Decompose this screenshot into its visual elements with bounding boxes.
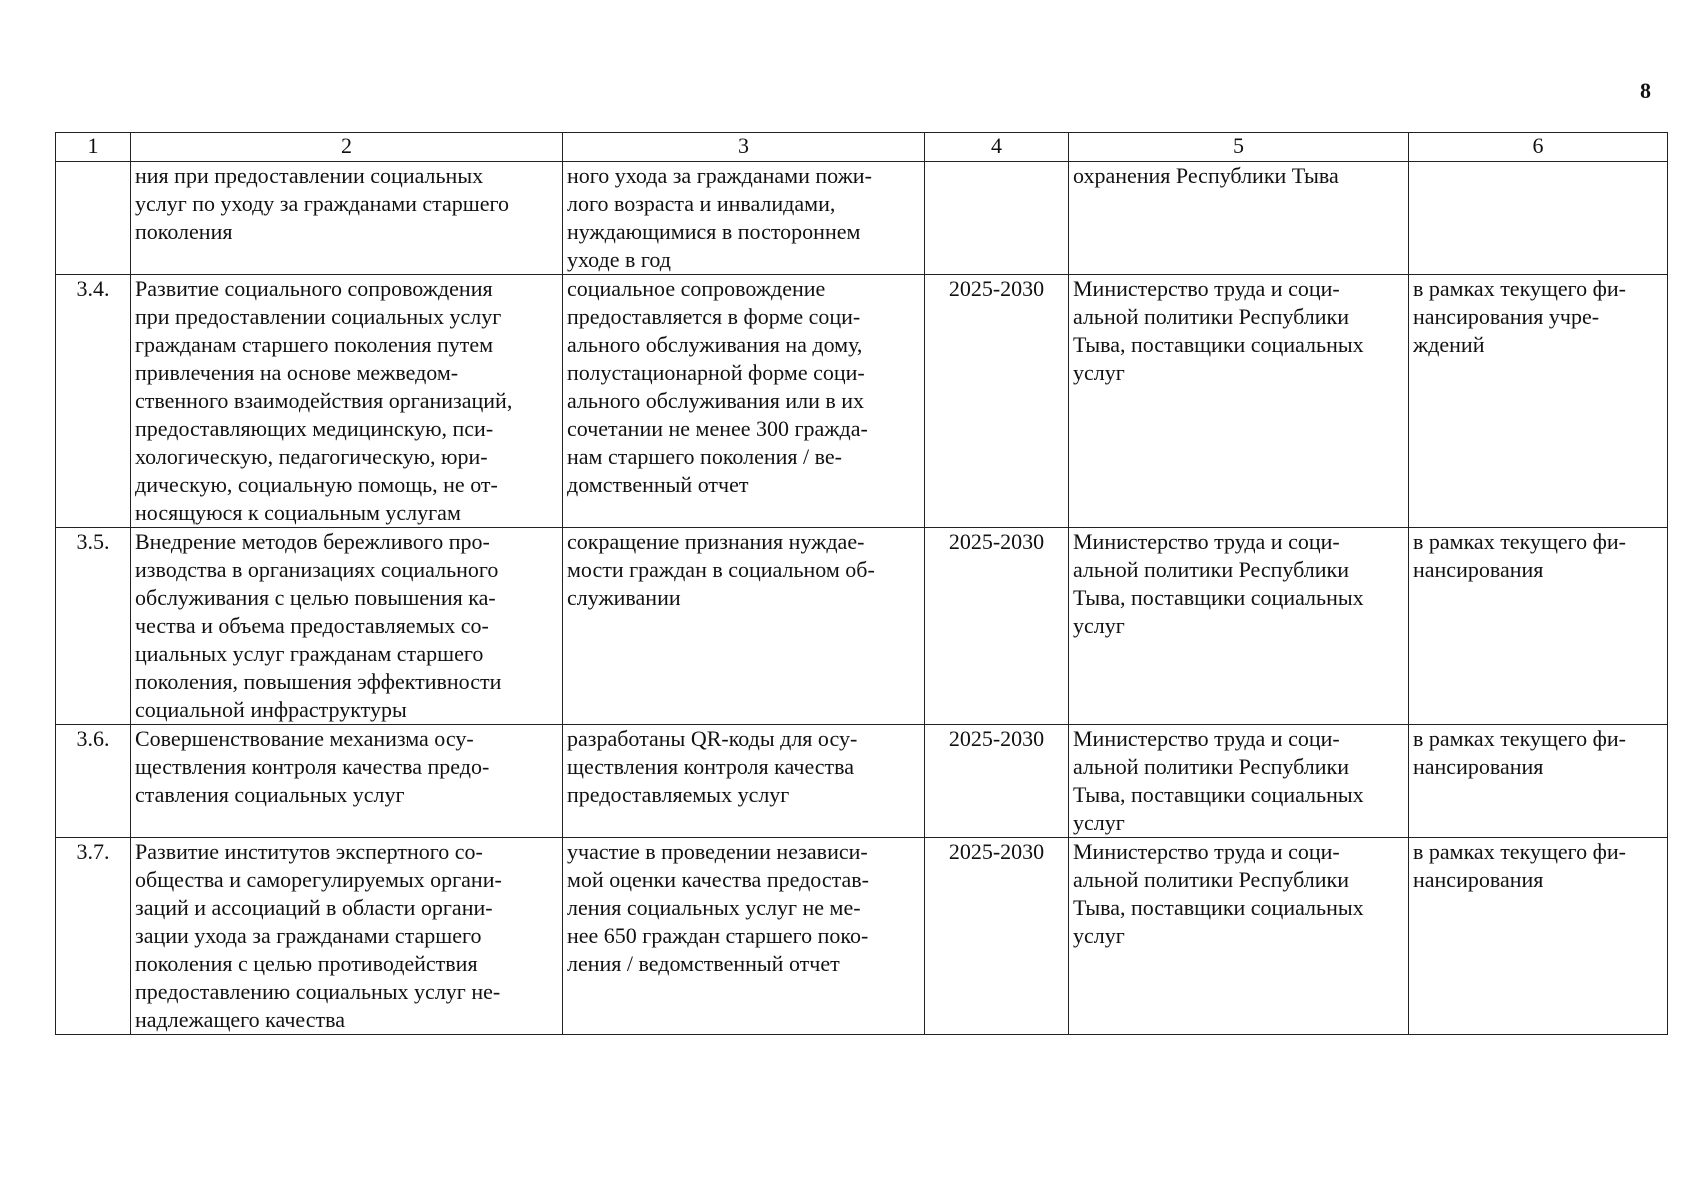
measure-name: Развитие институтов экспертного со- общества и саморегулируемых органи- заций и ассоциаций в области органи- зации ухода за гражданами старшего поколения с целью противодействия предоставлению социальных услуг не- надлежащего качества: [131, 838, 563, 1035]
column-header: 5: [1069, 133, 1409, 162]
column-header: 2: [131, 133, 563, 162]
table-row: [56, 162, 1668, 275]
measure-name: Развитие социального сопровождения при предоставлении социальных услуг гражданам старшего поколения путем привлечения на основе межведом- ственного взаимодействия организаций, предоставляющих медицинскую, пси- хологическую, педагогическую, юри- дическую, социальную помощь, не от- носящуюся к социальным услугам: [131, 275, 563, 528]
page-number: 8: [1640, 78, 1651, 103]
responsible-executors: Министерство труда и соци- альной политики Республики Тыва, поставщики социальных услуг: [1069, 725, 1409, 838]
funding-source: в рамках текущего фи- нансирования: [1409, 838, 1668, 1035]
table-row: [56, 528, 1668, 725]
table-row: [56, 725, 1668, 838]
responsible-executors: Министерство труда и соци- альной политики Республики Тыва, поставщики социальных услуг: [1069, 838, 1409, 1035]
row-number: 3.5.: [56, 528, 131, 725]
funding-source: в рамках текущего фи- нансирования: [1409, 725, 1668, 838]
measure-name: Внедрение методов бережливого про- изводства в организациях социального обслуживания с целью повышения ка- чества и объема предоставляемых со- циальных услуг гражданам старшего поколения, повышения эффективности социальной инфраструктуры: [131, 528, 563, 725]
expected-result: социальное сопровождение предоставляется в форме соци- ального обслуживания на дому, полустационарной форме соци- ального обслуживания или в их сочетании не менее 300 гражда- нам старшего поколения / ве- домственный отчет: [563, 275, 925, 528]
measures-table: [55, 132, 1668, 1035]
column-header: 3: [563, 133, 925, 162]
row-number: 3.6.: [56, 725, 131, 838]
funding-source: в рамках текущего фи- нансирования учре- ждений: [1409, 275, 1668, 528]
responsible-executors: охранения Республики Тыва: [1069, 162, 1409, 275]
column-header: 1: [56, 133, 131, 162]
row-number: 3.4.: [56, 275, 131, 528]
table-row: [56, 838, 1668, 1035]
column-header: 4: [925, 133, 1069, 162]
column-header: 6: [1409, 133, 1668, 162]
expected-result: ного ухода за гражданами пожи- лого возраста и инвалидами, нуждающимися в постороннем уходе в год: [563, 162, 925, 275]
row-number: [56, 162, 131, 275]
funding-source: [1409, 162, 1668, 275]
implementation-period: [925, 162, 1069, 275]
funding-source: в рамках текущего фи- нансирования: [1409, 528, 1668, 725]
measure-name: Совершенствование механизма осу- ществления контроля качества предо- ставления социальных услуг: [131, 725, 563, 838]
implementation-period: 2025-2030: [925, 275, 1069, 528]
expected-result: участие в проведении независи- мой оценки качества предостав- ления социальных услуг не ме- нее 650 граждан старшего поко- ления / ведомственный отчет: [563, 838, 925, 1035]
table-row: [56, 275, 1668, 528]
row-number: 3.7.: [56, 838, 131, 1035]
measure-name: ния при предоставлении социальных услуг по уходу за гражданами старшего поколения: [131, 162, 563, 275]
implementation-period: 2025-2030: [925, 725, 1069, 838]
expected-result: сокращение признания нуждае- мости граждан в социальном об- служивании: [563, 528, 925, 725]
table-header-row: [56, 133, 1668, 162]
implementation-period: 2025-2030: [925, 528, 1069, 725]
expected-result: разработаны QR-коды для осу- ществления контроля качества предоставляемых услуг: [563, 725, 925, 838]
responsible-executors: Министерство труда и соци- альной политики Республики Тыва, поставщики социальных услуг: [1069, 275, 1409, 528]
responsible-executors: Министерство труда и соци- альной политики Республики Тыва, поставщики социальных услуг: [1069, 528, 1409, 725]
implementation-period: 2025-2030: [925, 838, 1069, 1035]
